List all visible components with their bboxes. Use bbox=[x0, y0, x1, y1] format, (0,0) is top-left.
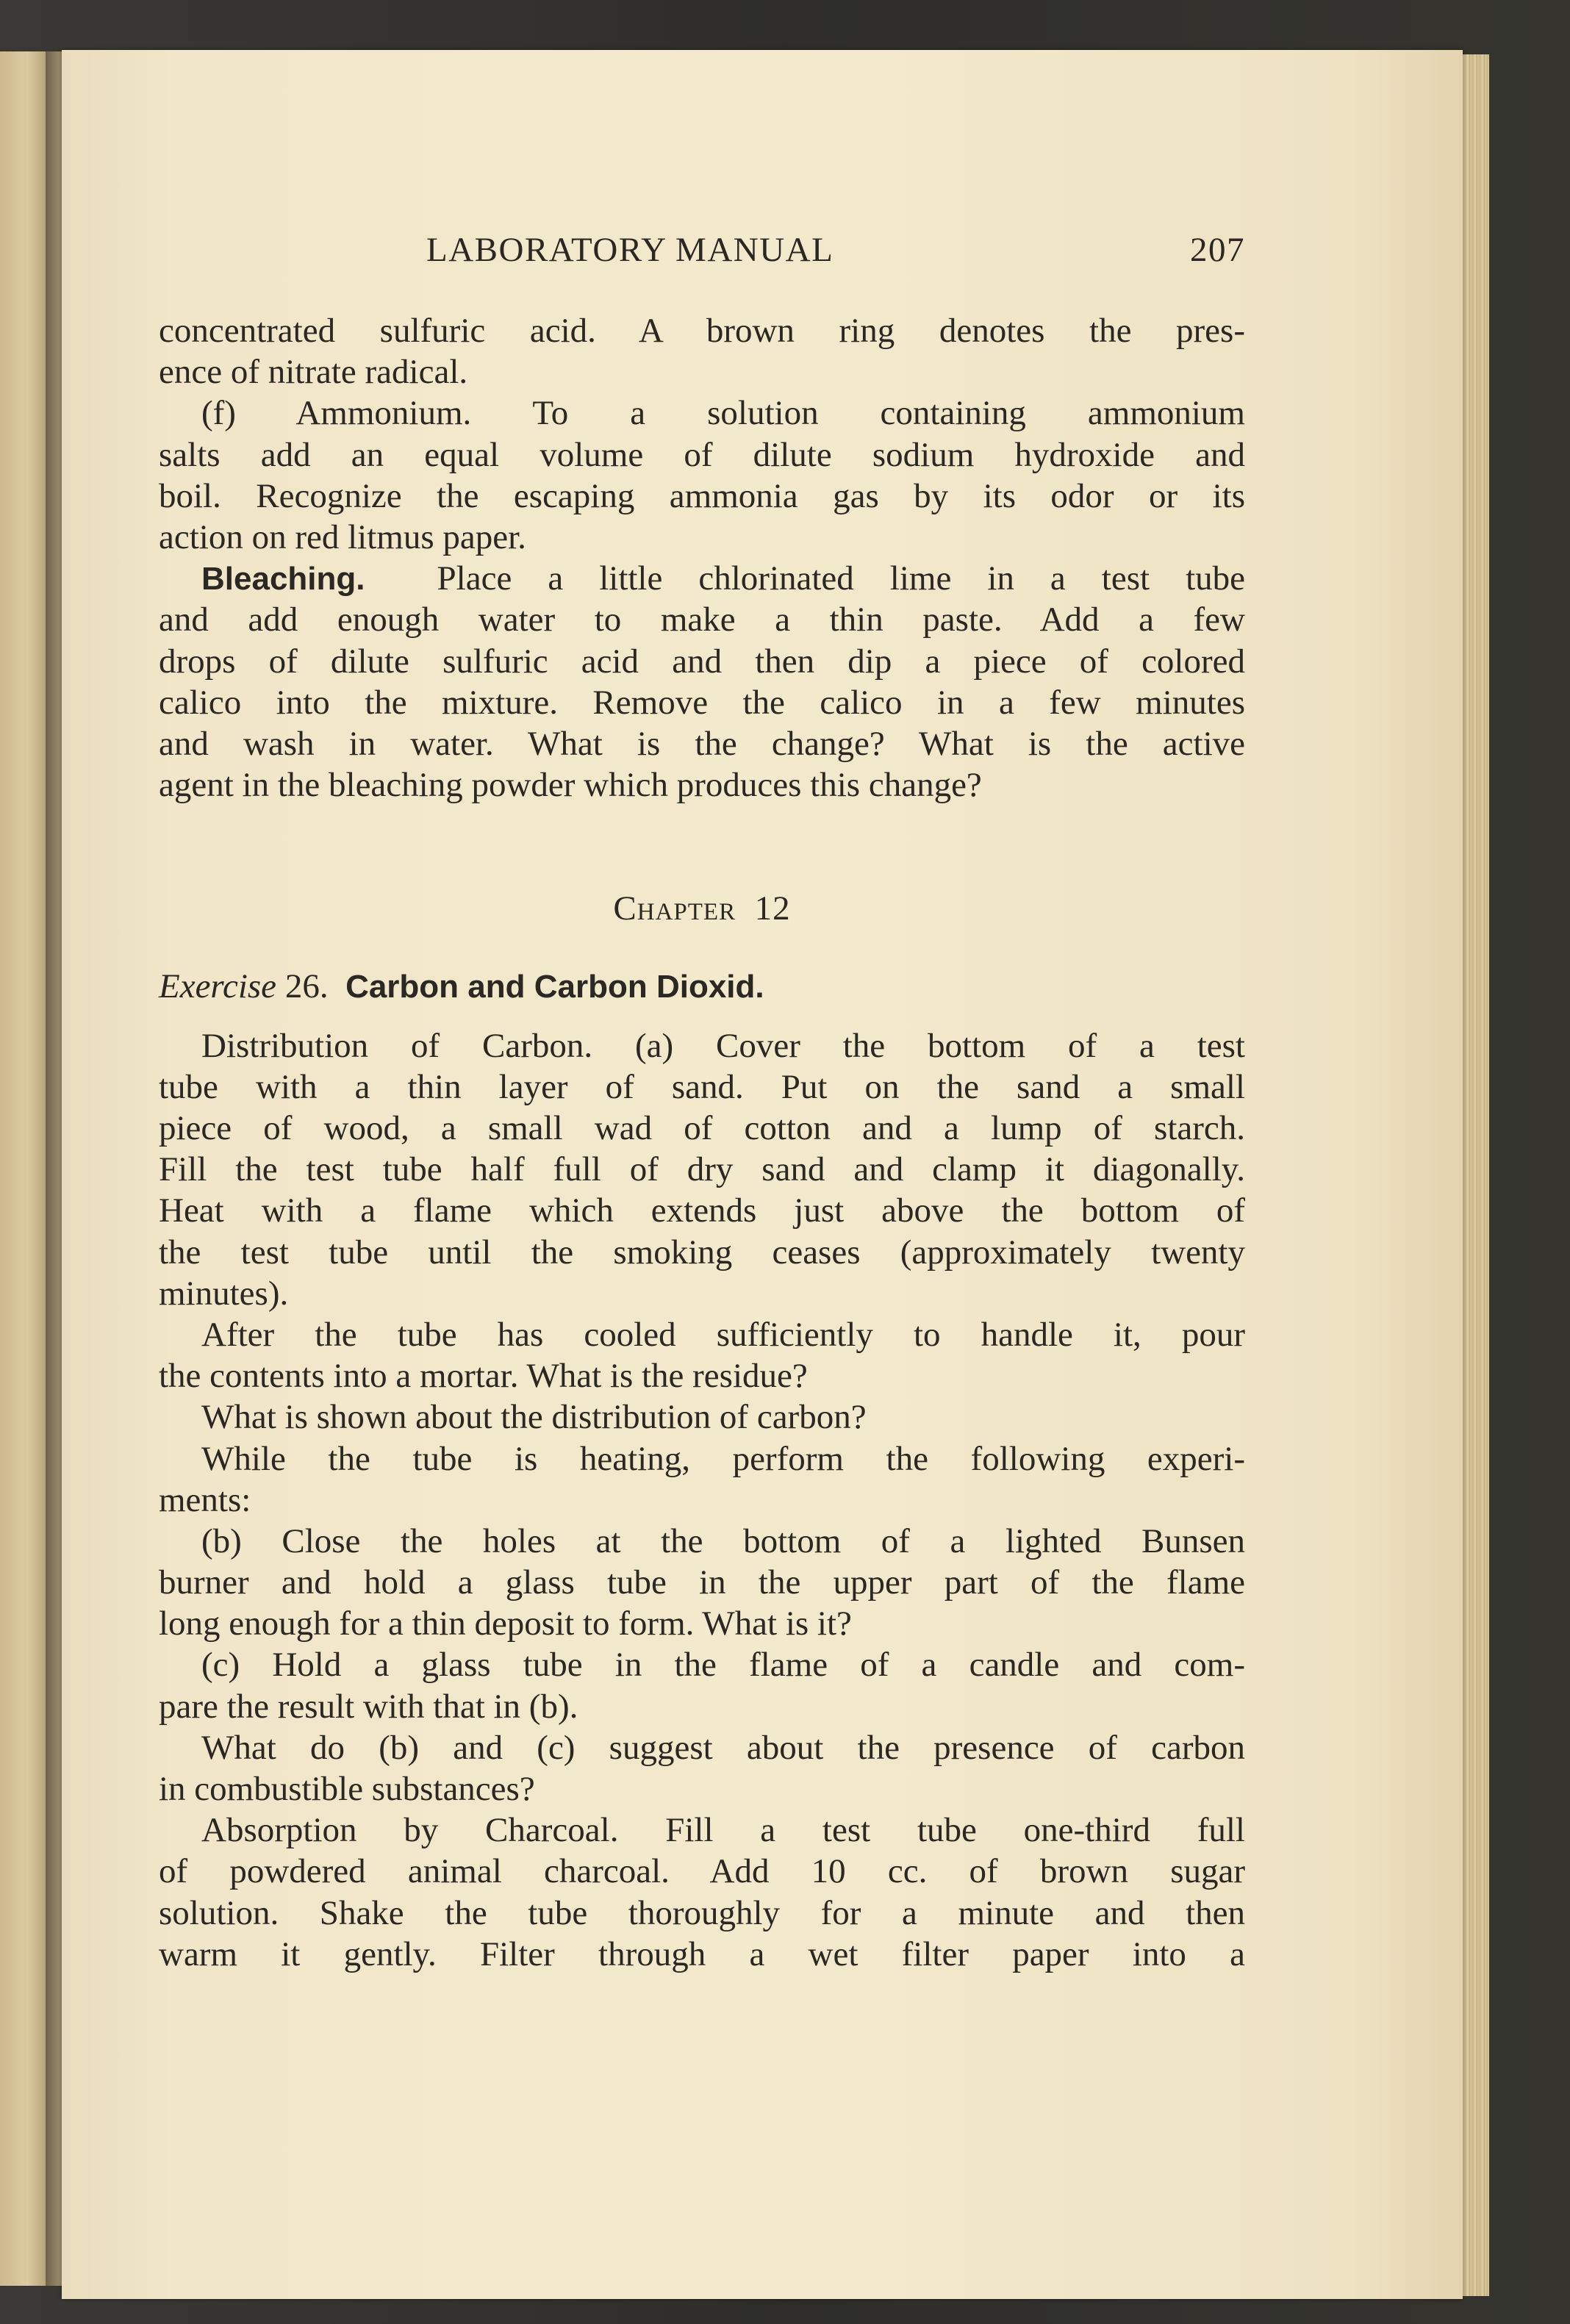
text-line: What is shown about the distribution of carbon? bbox=[201, 1398, 867, 1437]
text-line: tube with a thin layer of sand. Put on the sand a small bbox=[159, 1067, 1245, 1106]
running-title: LABORATORY MANUAL bbox=[426, 231, 834, 269]
text-line: in combustible substances? bbox=[159, 1770, 535, 1808]
exercise-title: Carbon and Carbon Dioxid. bbox=[345, 969, 764, 1005]
text-line: solution. Shake the tube thoroughly for a minute and then bbox=[159, 1893, 1245, 1932]
exercise-heading bbox=[159, 966, 1245, 1007]
text-line: calico into the mixture. Remove the calico in a few minutes bbox=[159, 683, 1245, 722]
text-line: warm it gently. Filter through a wet filter paper into a bbox=[159, 1934, 1245, 1973]
chapter-label: Chapter bbox=[613, 889, 736, 928]
text-line: pare the result with that in (b). bbox=[159, 1687, 578, 1726]
text-line: burner and hold a glass tube in the upper part of the flame bbox=[159, 1563, 1245, 1602]
text-line: and wash in water. What is the change? What is the active bbox=[159, 724, 1245, 763]
text-line: Heat with a flame which extends just above the bottom of bbox=[159, 1191, 1245, 1230]
text-line: piece of wood, a small wad of cotton and a lump of starch. bbox=[159, 1109, 1245, 1147]
text-line: the test tube until the smoking ceases (approximately twenty bbox=[159, 1233, 1245, 1272]
page-body bbox=[159, 310, 1245, 1975]
text-line: (b) Close the holes at the bottom of a lighted Bunsen bbox=[201, 1521, 1245, 1560]
text-line: minutes). bbox=[159, 1274, 289, 1313]
gutter-shadow bbox=[46, 51, 62, 2286]
text-line: the contents into a mortar. What is the residue? bbox=[159, 1357, 808, 1396]
text-line: drops of dilute sulfuric acid and then dip a piece of colored bbox=[159, 642, 1245, 681]
text-line: boil. Recognize the escaping ammonia gas by its odor or its bbox=[159, 476, 1245, 515]
bleaching-first-line bbox=[159, 558, 1245, 599]
text-line: salts add an equal volume of dilute sodium hydroxide and bbox=[159, 435, 1245, 474]
facing-page-edge bbox=[0, 51, 46, 2286]
chapter-number: 12 bbox=[754, 889, 791, 928]
text-line: Fill the test tube half full of dry sand and clamp it diagonally. bbox=[159, 1150, 1245, 1189]
exercise-number: 26. bbox=[284, 967, 329, 1006]
text-line: ments: bbox=[159, 1480, 251, 1519]
text-line: After the tube has cooled sufficiently to handle it, pour bbox=[201, 1315, 1245, 1354]
text-line: long enough for a thin deposit to form. What is it? bbox=[159, 1604, 852, 1643]
text-line: (c) Hold a glass tube in the flame of a candle and com- bbox=[201, 1646, 1245, 1685]
text-line: action on red litmus paper. bbox=[159, 517, 526, 556]
text-line: Distribution of Carbon. (a) Cover the bottom of a test bbox=[201, 1026, 1245, 1065]
page-number: 207 bbox=[1190, 231, 1245, 269]
running-header bbox=[159, 229, 1245, 273]
text-fragment: Place a little chlorinated lime in a test tube bbox=[437, 559, 1245, 598]
text-line: While the tube is heating, perform the following experi- bbox=[201, 1439, 1245, 1478]
text-line: concentrated sulfuric acid. A brown ring denotes the pres- bbox=[159, 312, 1245, 350]
text-line: What do (b) and (c) suggest about the presence of carbon bbox=[201, 1728, 1245, 1767]
text-line: and add enough water to make a thin paste. Add a few bbox=[159, 600, 1245, 639]
text-line: Absorption by Charcoal. Fill a test tube one-third full bbox=[201, 1811, 1245, 1850]
exercise-label: Exercise bbox=[159, 967, 277, 1006]
text-line: of powdered animal charcoal. Add 10 cc. of brown sugar bbox=[159, 1852, 1245, 1891]
chapter-heading bbox=[159, 888, 1245, 929]
text-line: (f) Ammonium. To a solution containing ammonium bbox=[201, 394, 1245, 433]
text-line: agent in the bleaching powder which produces this change? bbox=[159, 766, 982, 805]
bleaching-heading: Bleaching. bbox=[201, 561, 365, 598]
text-line: ence of nitrate radical. bbox=[159, 353, 468, 392]
